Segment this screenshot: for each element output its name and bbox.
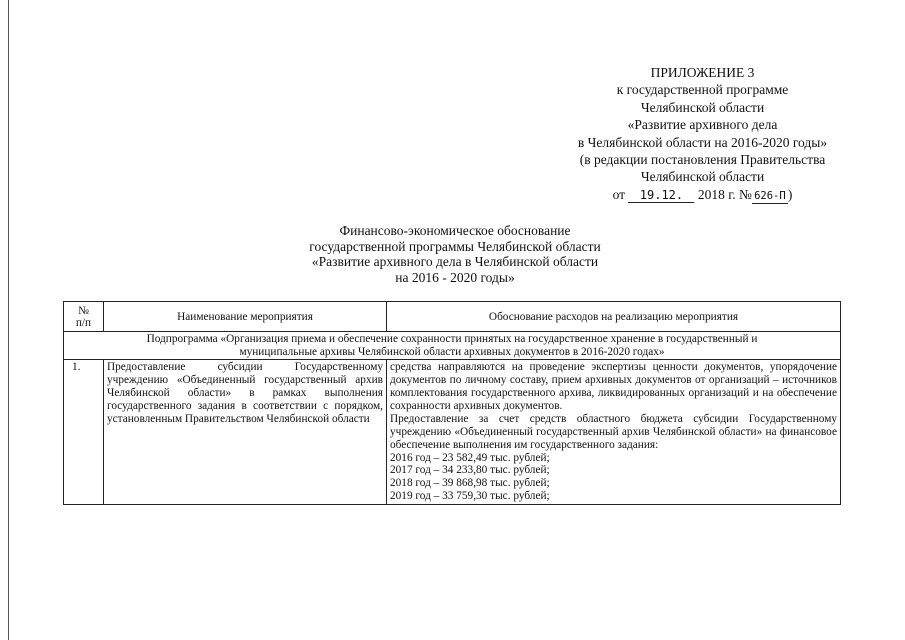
date-field: 19.12.	[628, 189, 694, 203]
subprogram-row	[64, 332, 841, 360]
table-header-row	[64, 302, 841, 332]
funding-year-line: 2017 год – 34 233,80 тыс. рублей;	[390, 464, 550, 477]
document-title	[250, 223, 660, 285]
header-num: № п/п	[64, 302, 104, 332]
number-field: 626-П	[752, 190, 788, 204]
funding-year-line: 2018 год – 39 868,98 тыс. рублей;	[390, 477, 550, 490]
justification-paragraph: Предоставление за счет средств областного бюджета субсидии Государственному учреждению «Объединенный государственный архив Челябинской области» на финансовое обеспечение выполнения им государственного задания:	[390, 412, 837, 451]
row-number: 1.	[64, 360, 104, 505]
row-activity-name: Предоставление субсидии Государственному учреждению «Объединенный государственный архив Челябинской области» в рамках выполнения государственного задания в соответствии с порядком, установленным Правительством Челябинской области	[104, 360, 387, 505]
appendix-date-line	[540, 186, 865, 204]
subprogram-line: Подпрограмма «Организация приема и обеспечение сохранности принятых на государственное хранение в государственный и	[146, 333, 758, 345]
title-line: Финансово-экономическое обоснование	[339, 223, 571, 238]
appendix-title: ПРИЛОЖЕНИЕ 3	[650, 65, 755, 80]
appendix-line: Челябинской области	[640, 99, 765, 115]
title-line: на 2016 - 2020 годы»	[395, 269, 515, 285]
financial-table	[63, 301, 841, 505]
year-number-label: 2018 г. №	[697, 186, 752, 202]
date-prefix: от	[612, 186, 626, 202]
appendix-header	[540, 64, 865, 204]
table-row	[64, 360, 841, 505]
scan-left-edge-line	[8, 0, 9, 640]
row-justification	[387, 360, 841, 505]
appendix-line: (в редакции постановления Правительства	[579, 152, 826, 168]
closing-paren: )	[787, 186, 793, 202]
appendix-line: «Развитие архивного дела	[627, 117, 778, 133]
funding-year-line: 2016 год – 23 582,49 тыс. рублей;	[390, 451, 550, 464]
title-line: государственной программы Челябинской области	[309, 238, 601, 254]
appendix-line: Челябинской области	[640, 169, 765, 185]
appendix-line: к государственной программе	[616, 82, 789, 98]
title-line: «Развитие архивного дела в Челябинской области	[311, 254, 599, 270]
funding-year-line: 2019 год – 33 759,30 тыс. рублей;	[390, 490, 550, 503]
subprogram-line: муниципальные архивы Челябинской области архивных документов в 2016-2020 годах»	[239, 345, 665, 358]
header-name: Наименование мероприятия	[104, 302, 387, 332]
header-justification: Обоснование расходов на реализацию мероприятия	[387, 302, 841, 332]
justification-paragraph: средства направляются на проведение экспертизы ценности документов, упорядочение документов по личному составу, прием архивных документов от организаций – источников комплектования государственного архива, ликвидированных организаций и на обеспечение сохранности архивных документов.	[390, 361, 837, 412]
appendix-line: в Челябинской области на 2016-2020 годы»	[577, 134, 828, 150]
subprogram-cell	[64, 332, 841, 360]
